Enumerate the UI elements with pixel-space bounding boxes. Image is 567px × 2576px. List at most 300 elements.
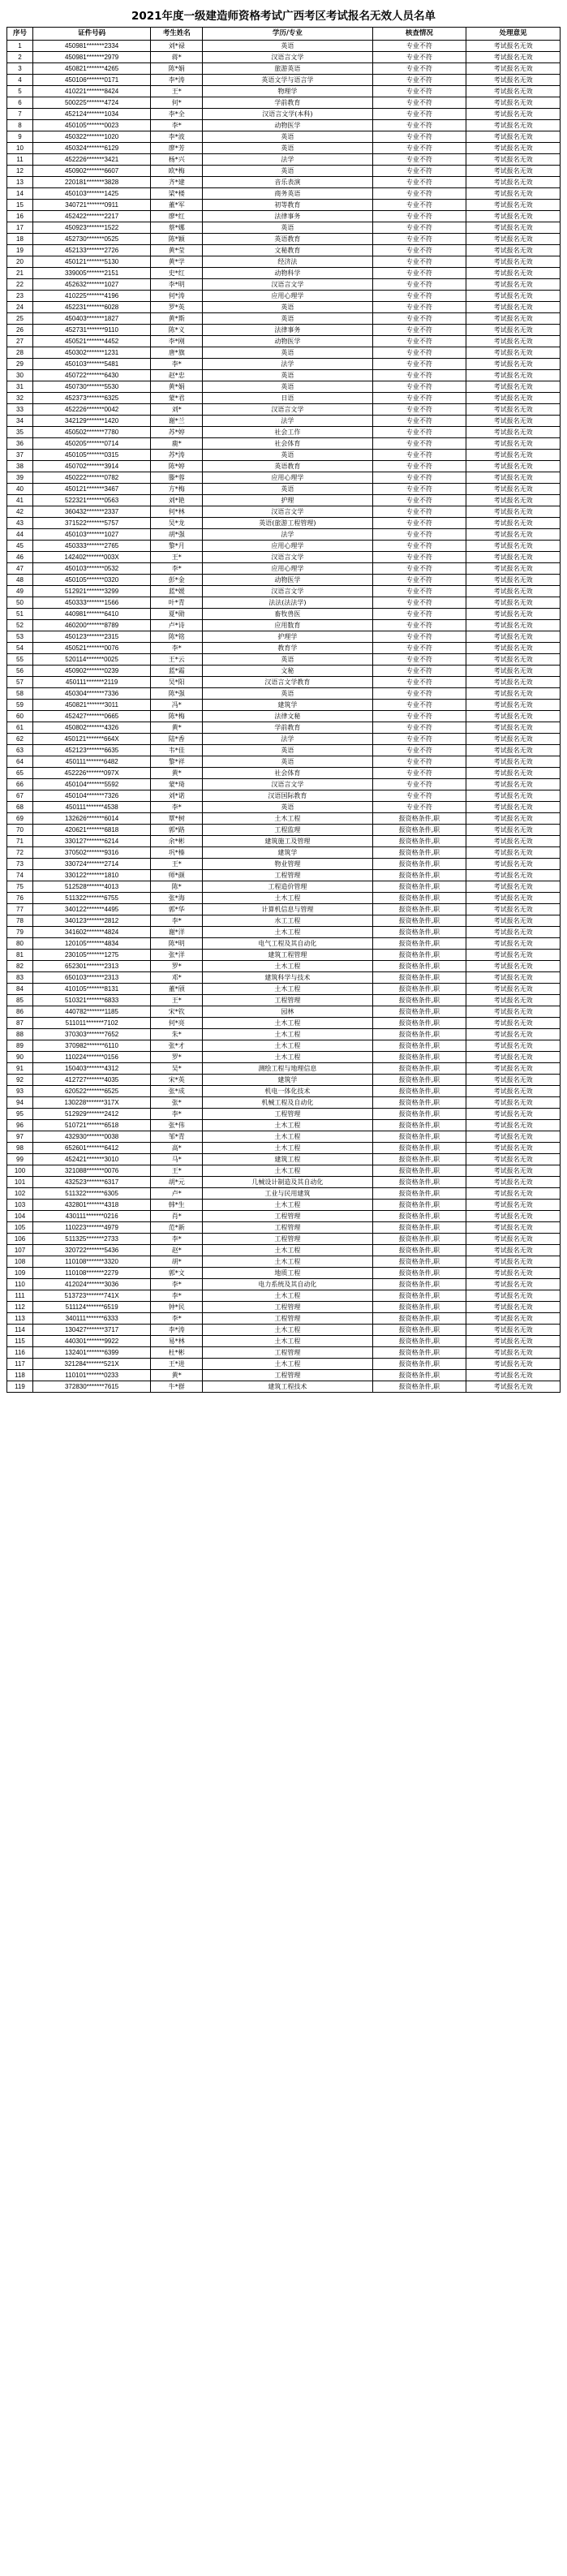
cell-id-number: 450923*******1522 xyxy=(33,222,151,234)
cell-candidate-name: 李* xyxy=(151,643,203,654)
cell-index: 67 xyxy=(7,790,33,802)
cell-id-number: 452421*******3010 xyxy=(33,1154,151,1165)
cell-id-number: 452226*******097X xyxy=(33,768,151,779)
cell-decision: 考试报名无效 xyxy=(466,1006,561,1018)
cell-education-major: 地质工程 xyxy=(203,1268,372,1279)
table-row xyxy=(7,677,561,688)
cell-decision: 考试报名无效 xyxy=(466,597,561,609)
cell-verification-result: 专业不符 xyxy=(372,677,466,688)
cell-candidate-name: 卢*诗 xyxy=(151,620,203,631)
cell-decision: 考试报名无效 xyxy=(466,1200,561,1211)
cell-id-number: 500225*******4724 xyxy=(33,97,151,109)
cell-candidate-name: 刘*禄 xyxy=(151,41,203,52)
cell-verification-result: 专业不符 xyxy=(372,734,466,745)
cell-candidate-name: 王* xyxy=(151,859,203,870)
cell-index: 73 xyxy=(7,859,33,870)
cell-education-major: 应用心理学 xyxy=(203,563,372,575)
cell-id-number: 340122*******4495 xyxy=(33,904,151,915)
cell-verification-result: 专业不符 xyxy=(372,427,466,438)
cell-decision: 考试报名无效 xyxy=(466,381,561,393)
cell-candidate-name: 肖* xyxy=(151,1211,203,1222)
table-row xyxy=(7,1029,561,1040)
cell-decision: 考试报名无效 xyxy=(466,86,561,97)
cell-education-major: 土木工程 xyxy=(203,1120,372,1131)
cell-education-major: 土木工程 xyxy=(203,813,372,825)
table-row xyxy=(7,1177,561,1188)
table-row xyxy=(7,745,561,756)
cell-id-number: 652301*******2313 xyxy=(33,961,151,972)
table-row xyxy=(7,734,561,745)
cell-verification-result: 报资格条件,职 xyxy=(372,950,466,961)
cell-decision: 考试报名无效 xyxy=(466,1154,561,1165)
cell-id-number: 452226*******0042 xyxy=(33,404,151,416)
cell-candidate-name: 邹*青 xyxy=(151,1131,203,1143)
cell-index: 17 xyxy=(7,222,33,234)
cell-education-major: 建筑学 xyxy=(203,1075,372,1086)
table-row xyxy=(7,643,561,654)
cell-candidate-name: 李*明 xyxy=(151,279,203,291)
table-header-row xyxy=(7,28,561,41)
cell-education-major: 建筑科学与技术 xyxy=(203,972,372,984)
cell-index: 46 xyxy=(7,552,33,563)
cell-decision: 考试报名无效 xyxy=(466,961,561,972)
cell-decision: 考试报名无效 xyxy=(466,325,561,336)
cell-id-number: 150403*******4312 xyxy=(33,1063,151,1075)
cell-decision: 考试报名无效 xyxy=(466,1370,561,1381)
cell-education-major: 机电一体化技术 xyxy=(203,1086,372,1097)
cell-index: 64 xyxy=(7,756,33,768)
cell-decision: 考试报名无效 xyxy=(466,359,561,370)
cell-decision: 考试报名无效 xyxy=(466,620,561,631)
cell-candidate-name: 杨*兴 xyxy=(151,154,203,166)
cell-index: 86 xyxy=(7,1006,33,1018)
cell-verification-result: 专业不符 xyxy=(372,256,466,268)
table-row xyxy=(7,961,561,972)
cell-education-major: 英语 xyxy=(203,131,372,143)
table-row xyxy=(7,1154,561,1165)
table-row xyxy=(7,222,561,234)
cell-id-number: 520114*******0025 xyxy=(33,654,151,666)
cell-index: 58 xyxy=(7,688,33,700)
cell-candidate-name: 胡* xyxy=(151,1256,203,1268)
cell-verification-result: 专业不符 xyxy=(372,279,466,291)
cell-index: 91 xyxy=(7,1063,33,1075)
cell-index: 20 xyxy=(7,256,33,268)
cell-education-major: 英语 xyxy=(203,756,372,768)
cell-decision: 考试报名无效 xyxy=(466,450,561,461)
cell-id-number: 440301*******9922 xyxy=(33,1336,151,1347)
cell-id-number: 432930*******0038 xyxy=(33,1131,151,1143)
cell-verification-result: 专业不符 xyxy=(372,291,466,302)
cell-education-major: 土木工程 xyxy=(203,984,372,995)
table-row xyxy=(7,847,561,859)
cell-verification-result: 专业不符 xyxy=(372,200,466,211)
cell-decision: 考试报名无效 xyxy=(466,768,561,779)
cell-id-number: 142402*******003X xyxy=(33,552,151,563)
table-row xyxy=(7,1302,561,1313)
cell-verification-result: 专业不符 xyxy=(372,597,466,609)
cell-decision: 考试报名无效 xyxy=(466,552,561,563)
cell-candidate-name: 陈*义 xyxy=(151,325,203,336)
cell-candidate-name: 冯* xyxy=(151,700,203,711)
cell-candidate-name: 史*红 xyxy=(151,268,203,279)
table-row xyxy=(7,700,561,711)
cell-id-number: 450222*******0782 xyxy=(33,472,151,484)
cell-id-number: 450403*******1827 xyxy=(33,313,151,325)
cell-id-number: 230105*******1275 xyxy=(33,950,151,961)
cell-candidate-name: 夏*勋 xyxy=(151,609,203,620)
cell-verification-result: 报资格条件,职 xyxy=(372,1370,466,1381)
cell-education-major: 物业管理 xyxy=(203,859,372,870)
cell-verification-result: 专业不符 xyxy=(372,552,466,563)
cell-verification-result: 专业不符 xyxy=(372,518,466,529)
cell-decision: 考试报名无效 xyxy=(466,211,561,222)
cell-verification-result: 报资格条件,职 xyxy=(372,938,466,950)
table-row xyxy=(7,768,561,779)
table-row xyxy=(7,950,561,961)
cell-index: 32 xyxy=(7,393,33,404)
cell-decision: 考试报名无效 xyxy=(466,1222,561,1234)
cell-id-number: 452373*******6325 xyxy=(33,393,151,404)
cell-id-number: 342129*******1420 xyxy=(33,416,151,427)
cell-id-number: 450722*******6430 xyxy=(33,370,151,381)
cell-id-number: 450521*******4452 xyxy=(33,336,151,347)
cell-index: 21 xyxy=(7,268,33,279)
cell-candidate-name: 宋*英 xyxy=(151,1075,203,1086)
cell-decision: 考试报名无效 xyxy=(466,575,561,586)
cell-candidate-name: 李*刚 xyxy=(151,336,203,347)
cell-index: 24 xyxy=(7,302,33,313)
cell-decision: 考试报名无效 xyxy=(466,927,561,938)
cell-education-major: 建筑工程技术 xyxy=(203,1381,372,1393)
table-row xyxy=(7,1279,561,1290)
cell-id-number: 360432*******2337 xyxy=(33,506,151,518)
cell-education-major: 汉语言文学 xyxy=(203,552,372,563)
table-row xyxy=(7,529,561,541)
cell-decision: 考试报名无效 xyxy=(466,677,561,688)
cell-index: 26 xyxy=(7,325,33,336)
cell-education-major: 汉语言文学 xyxy=(203,506,372,518)
cell-index: 47 xyxy=(7,563,33,575)
cell-candidate-name: 朱* xyxy=(151,1029,203,1040)
cell-id-number: 452123*******6635 xyxy=(33,745,151,756)
table-row xyxy=(7,97,561,109)
cell-decision: 考试报名无效 xyxy=(466,870,561,881)
table-row xyxy=(7,245,561,256)
cell-candidate-name: 张*伟 xyxy=(151,1120,203,1131)
cell-verification-result: 专业不符 xyxy=(372,347,466,359)
cell-education-major: 英语(旅游工程管理) xyxy=(203,518,372,529)
cell-education-major: 水工工程 xyxy=(203,915,372,927)
cell-verification-result: 报资格条件,职 xyxy=(372,893,466,904)
cell-decision: 考试报名无效 xyxy=(466,1381,561,1393)
cell-id-number: 450111*******4538 xyxy=(33,802,151,813)
cell-index: 108 xyxy=(7,1256,33,1268)
cell-index: 103 xyxy=(7,1200,33,1211)
cell-education-major: 应用数育 xyxy=(203,620,372,631)
cell-id-number: 450521*******0076 xyxy=(33,643,151,654)
cell-candidate-name: 陆*香 xyxy=(151,734,203,745)
table-row xyxy=(7,211,561,222)
cell-index: 71 xyxy=(7,836,33,847)
cell-education-major: 英语教育 xyxy=(203,234,372,245)
cell-index: 49 xyxy=(7,586,33,597)
cell-index: 99 xyxy=(7,1154,33,1165)
table-row xyxy=(7,450,561,461)
cell-education-major: 学前教育 xyxy=(203,722,372,734)
cell-index: 55 xyxy=(7,654,33,666)
table-row xyxy=(7,927,561,938)
table-row xyxy=(7,552,561,563)
cell-candidate-name: 高* xyxy=(151,1143,203,1154)
cell-verification-result: 报资格条件,职 xyxy=(372,1359,466,1370)
cell-education-major: 工程管理 xyxy=(203,1370,372,1381)
table-row xyxy=(7,336,561,347)
cell-decision: 考试报名无效 xyxy=(466,234,561,245)
cell-candidate-name: 李* xyxy=(151,359,203,370)
table-row xyxy=(7,1131,561,1143)
cell-verification-result: 专业不符 xyxy=(372,131,466,143)
cell-index: 44 xyxy=(7,529,33,541)
cell-id-number: 450821*******3011 xyxy=(33,700,151,711)
cell-verification-result: 报资格条件,职 xyxy=(372,1290,466,1302)
cell-decision: 考试报名无效 xyxy=(466,461,561,472)
cell-index: 25 xyxy=(7,313,33,325)
cell-decision: 考试报名无效 xyxy=(466,404,561,416)
cell-decision: 考试报名无效 xyxy=(466,745,561,756)
cell-verification-result: 专业不符 xyxy=(372,245,466,256)
cell-verification-result: 报资格条件,职 xyxy=(372,1165,466,1177)
cell-decision: 考试报名无效 xyxy=(466,200,561,211)
table-row xyxy=(7,472,561,484)
cell-candidate-name: 刘*艳 xyxy=(151,495,203,506)
table-row xyxy=(7,506,561,518)
cell-candidate-name: 吴* xyxy=(151,1063,203,1075)
table-row xyxy=(7,143,561,154)
table-row xyxy=(7,416,561,427)
cell-id-number: 412727*******4035 xyxy=(33,1075,151,1086)
cell-id-number: 450333*******2765 xyxy=(33,541,151,552)
cell-decision: 考试报名无效 xyxy=(466,1234,561,1245)
cell-candidate-name: 吴*龙 xyxy=(151,518,203,529)
table-row xyxy=(7,1359,561,1370)
cell-decision: 考试报名无效 xyxy=(466,643,561,654)
cell-education-major: 建筑工程管理 xyxy=(203,950,372,961)
cell-candidate-name: 唐*旗 xyxy=(151,347,203,359)
cell-decision: 考试报名无效 xyxy=(466,268,561,279)
table-row xyxy=(7,325,561,336)
cell-candidate-name: 王* xyxy=(151,1165,203,1177)
cell-verification-result: 报资格条件,职 xyxy=(372,1302,466,1313)
cell-index: 11 xyxy=(7,154,33,166)
cell-decision: 考试报名无效 xyxy=(466,279,561,291)
cell-index: 56 xyxy=(7,666,33,677)
cell-education-major: 土木工程 xyxy=(203,1336,372,1347)
cell-decision: 考试报名无效 xyxy=(466,393,561,404)
cell-candidate-name: 易*林 xyxy=(151,1336,203,1347)
cell-verification-result: 报资格条件,职 xyxy=(372,1075,466,1086)
cell-decision: 考试报名无效 xyxy=(466,1313,561,1325)
cell-decision: 考试报名无效 xyxy=(466,938,561,950)
table-row xyxy=(7,586,561,597)
cell-index: 112 xyxy=(7,1302,33,1313)
cell-index: 34 xyxy=(7,416,33,427)
cell-verification-result: 专业不符 xyxy=(372,359,466,370)
cell-id-number: 620522*******6525 xyxy=(33,1086,151,1097)
cell-education-major: 英语 xyxy=(203,302,372,313)
cell-candidate-name: 马* xyxy=(151,1154,203,1165)
cell-education-major: 汉语言文学教育 xyxy=(203,677,372,688)
cell-id-number: 450123*******2315 xyxy=(33,631,151,643)
cell-verification-result: 专业不符 xyxy=(372,688,466,700)
cell-index: 105 xyxy=(7,1222,33,1234)
table-row xyxy=(7,1006,561,1018)
table-row xyxy=(7,200,561,211)
cell-verification-result: 专业不符 xyxy=(372,222,466,234)
cell-decision: 考试报名无效 xyxy=(466,1097,561,1109)
cell-candidate-name: 黄* xyxy=(151,722,203,734)
cell-index: 16 xyxy=(7,211,33,222)
cell-id-number: 372830*******7615 xyxy=(33,1381,151,1393)
cell-education-major: 土木工程 xyxy=(203,1131,372,1143)
cell-decision: 考试报名无效 xyxy=(466,1268,561,1279)
cell-decision: 考试报名无效 xyxy=(466,722,561,734)
cell-id-number: 110223*******4979 xyxy=(33,1222,151,1234)
cell-decision: 考试报名无效 xyxy=(466,143,561,154)
table-row xyxy=(7,302,561,313)
table-row xyxy=(7,256,561,268)
cell-decision: 考试报名无效 xyxy=(466,688,561,700)
cell-verification-result: 专业不符 xyxy=(372,779,466,790)
cell-verification-result: 专业不符 xyxy=(372,404,466,416)
cell-verification-result: 报资格条件,职 xyxy=(372,1268,466,1279)
cell-index: 81 xyxy=(7,950,33,961)
cell-education-major: 动物医学 xyxy=(203,120,372,131)
cell-education-major: 英语 xyxy=(203,370,372,381)
cell-education-major: 工程管理 xyxy=(203,1211,372,1222)
table-row xyxy=(7,1086,561,1097)
cell-candidate-name: 卢* xyxy=(151,1188,203,1200)
cell-candidate-name: 叶*青 xyxy=(151,597,203,609)
cell-verification-result: 报资格条件,职 xyxy=(372,1006,466,1018)
cell-index: 29 xyxy=(7,359,33,370)
cell-candidate-name: 黄*莹 xyxy=(151,245,203,256)
cell-candidate-name: 李* xyxy=(151,1109,203,1120)
cell-verification-result: 专业不符 xyxy=(372,461,466,472)
cell-education-major: 教育学 xyxy=(203,643,372,654)
cell-id-number: 452632*******1027 xyxy=(33,279,151,291)
cell-index: 83 xyxy=(7,972,33,984)
cell-index: 22 xyxy=(7,279,33,291)
cell-education-major: 土木工程 xyxy=(203,1052,372,1063)
cell-candidate-name: 廖*芳 xyxy=(151,143,203,154)
table-row xyxy=(7,859,561,870)
table-row xyxy=(7,825,561,836)
cell-id-number: 452124*******1034 xyxy=(33,109,151,120)
cell-decision: 考试报名无效 xyxy=(466,984,561,995)
cell-index: 45 xyxy=(7,541,33,552)
cell-verification-result: 专业不符 xyxy=(372,325,466,336)
cell-decision: 考试报名无效 xyxy=(466,813,561,825)
cell-verification-result: 报资格条件,职 xyxy=(372,870,466,881)
cell-candidate-name: 李*涛 xyxy=(151,1325,203,1336)
cell-index: 6 xyxy=(7,97,33,109)
cell-education-major: 土木工程 xyxy=(203,927,372,938)
cell-education-major: 英语 xyxy=(203,347,372,359)
cell-verification-result: 专业不符 xyxy=(372,768,466,779)
cell-index: 30 xyxy=(7,370,33,381)
cell-id-number: 450121*******3467 xyxy=(33,484,151,495)
cell-education-major: 土木工程 xyxy=(203,893,372,904)
cell-education-major: 电力系统及其自动化 xyxy=(203,1279,372,1290)
cell-id-number: 130427*******3717 xyxy=(33,1325,151,1336)
cell-verification-result: 专业不符 xyxy=(372,41,466,52)
cell-decision: 考试报名无效 xyxy=(466,1075,561,1086)
cell-id-number: 450111*******6482 xyxy=(33,756,151,768)
cell-id-number: 522321*******0563 xyxy=(33,495,151,506)
cell-verification-result: 报资格条件,职 xyxy=(372,1279,466,1290)
cell-index: 4 xyxy=(7,75,33,86)
cell-id-number: 450902*******0239 xyxy=(33,666,151,677)
cell-candidate-name: 范*新 xyxy=(151,1222,203,1234)
cell-id-number: 452231*******6028 xyxy=(33,302,151,313)
cell-verification-result: 专业不符 xyxy=(372,472,466,484)
cell-id-number: 512929*******2412 xyxy=(33,1109,151,1120)
table-row xyxy=(7,347,561,359)
table-row xyxy=(7,1097,561,1109)
cell-candidate-name: 李* xyxy=(151,1290,203,1302)
cell-index: 118 xyxy=(7,1370,33,1381)
cell-candidate-name: 罗*英 xyxy=(151,302,203,313)
cell-education-major: 英语文学与语言学 xyxy=(203,75,372,86)
cell-candidate-name: 陈*婷 xyxy=(151,461,203,472)
cell-index: 104 xyxy=(7,1211,33,1222)
cell-id-number: 450821*******4265 xyxy=(33,63,151,75)
cell-index: 31 xyxy=(7,381,33,393)
table-row xyxy=(7,234,561,245)
cell-verification-result: 报资格条件,职 xyxy=(372,1052,466,1063)
cell-index: 111 xyxy=(7,1290,33,1302)
cell-id-number: 450106*******0171 xyxy=(33,75,151,86)
cell-candidate-name: 欧*梅 xyxy=(151,166,203,177)
cell-candidate-name: 王*进 xyxy=(151,1359,203,1370)
cell-candidate-name: 张*才 xyxy=(151,1040,203,1052)
cell-index: 77 xyxy=(7,904,33,915)
cell-candidate-name: 蒋* xyxy=(151,52,203,63)
cell-verification-result: 专业不符 xyxy=(372,109,466,120)
cell-verification-result: 报资格条件,职 xyxy=(372,1131,466,1143)
table-row xyxy=(7,1075,561,1086)
cell-education-major: 日语 xyxy=(203,393,372,404)
cell-candidate-name: 何*林 xyxy=(151,506,203,518)
table-row xyxy=(7,1120,561,1131)
cell-verification-result: 专业不符 xyxy=(372,711,466,722)
cell-verification-result: 报资格条件,职 xyxy=(372,1063,466,1075)
cell-verification-result: 报资格条件,职 xyxy=(372,1313,466,1325)
cell-verification-result: 专业不符 xyxy=(372,381,466,393)
cell-candidate-name: 胡*强 xyxy=(151,529,203,541)
cell-education-major: 工程管理 xyxy=(203,1313,372,1325)
cell-education-major: 工程管理 xyxy=(203,1302,372,1313)
table-row xyxy=(7,120,561,131)
cell-decision: 考试报名无效 xyxy=(466,370,561,381)
cell-index: 1 xyxy=(7,41,33,52)
cell-candidate-name: 牛*群 xyxy=(151,1381,203,1393)
table-row xyxy=(7,1234,561,1245)
cell-decision: 考试报名无效 xyxy=(466,1131,561,1143)
table-row xyxy=(7,722,561,734)
cell-decision: 考试报名无效 xyxy=(466,1165,561,1177)
